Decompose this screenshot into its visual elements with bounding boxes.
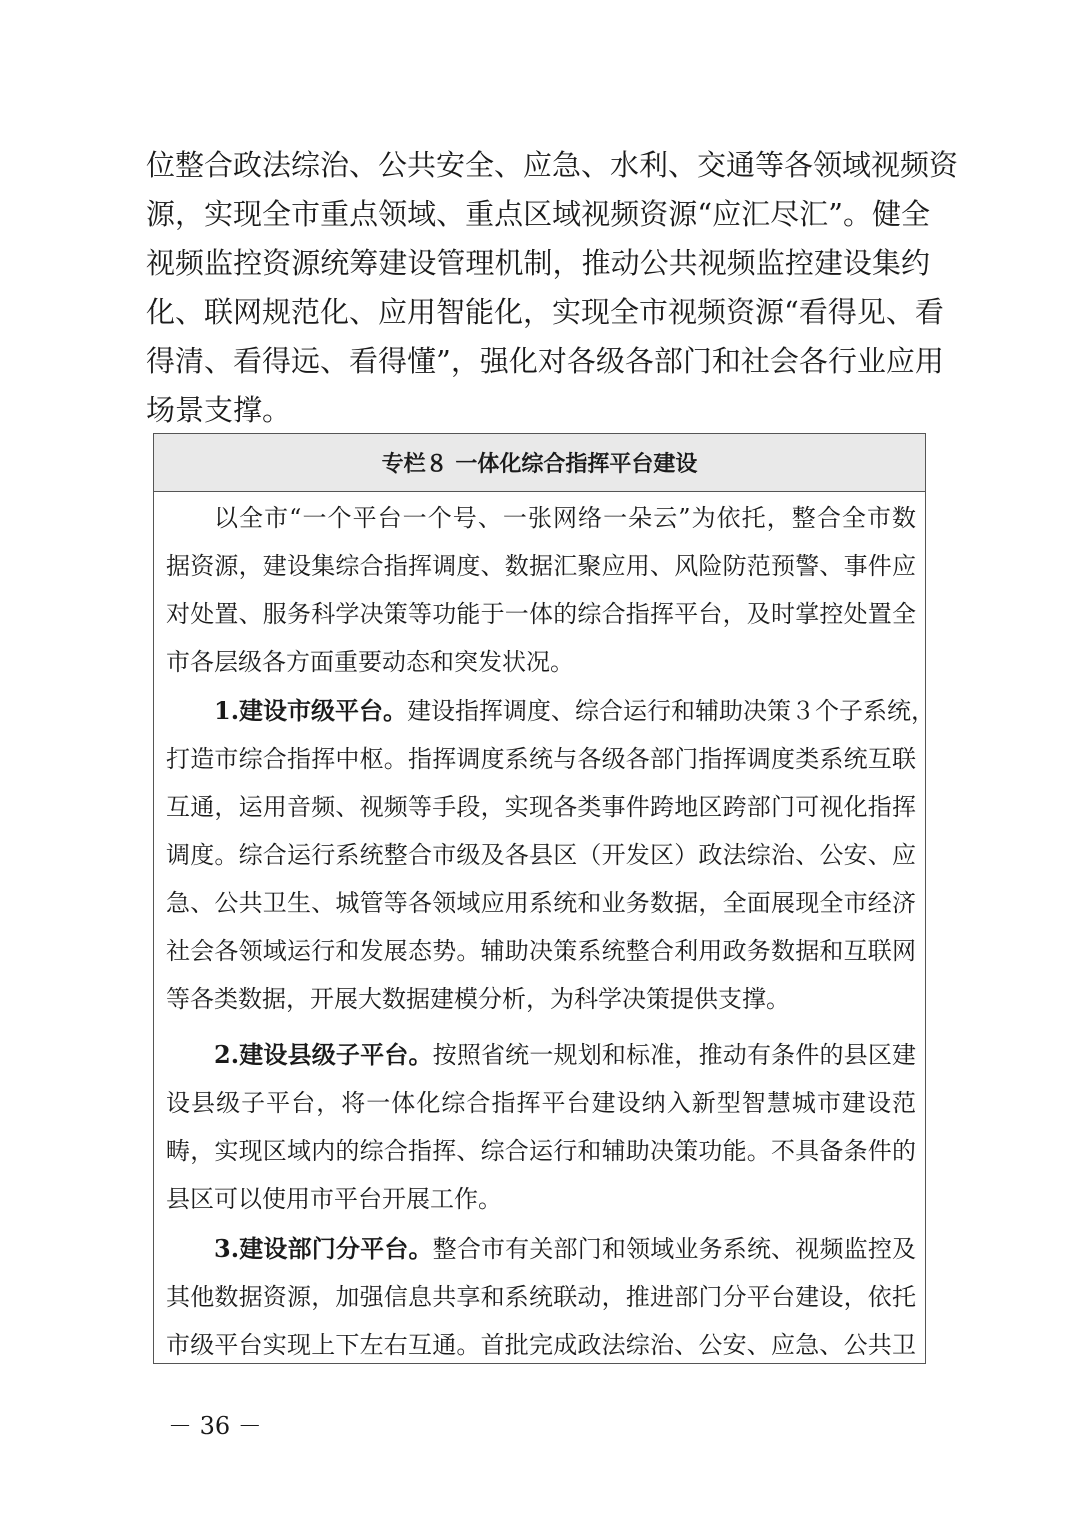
item-heading: 1.建设市级平台。 [214,696,408,725]
text-line: 等各类数据，开展大数据建模分析，为科学决策提供支撑。 [166,985,790,1013]
body-paragraph [146,141,959,435]
text-span: 按照省统一规划和标准，推动有条件的县区建 [432,1041,917,1069]
text-line: 得清、看得远、看得懂”，强化对各级各部门和社会各行业应用 [146,344,944,378]
text-line: 打造市综合指挥中枢。指挥调度系统与各级各部门指挥调度类系统互联 [166,745,916,773]
text-line [166,1225,916,1273]
text-line: 场景支撑。 [146,393,292,427]
page-number: － 36 － [168,1412,262,1440]
text-line: 调度。综合运行系统整合市级及各县区（开发区）政法综治、公安、应 [166,841,916,869]
column-box [153,433,936,1364]
text-line: 市各层级各方面重要动态和突发状况。 [166,648,574,676]
text-line: 互通，运用音频、视频等手段，实现各类事件跨地区跨部门可视化指挥 [166,793,916,821]
text-line: 设县级子平台，将一体化综合指挥平台建设纳入新型智慧城市建设范 [166,1089,916,1117]
text-line: 急、公共卫生、城管等各领域应用系统和业务数据，全面展现全市经济 [166,889,916,917]
text-line: 位整合政法综治、公共安全、应急、水利、交通等各领域视频资 [146,148,959,182]
text-line: 市级平台实现上下左右互通。首批完成政法综治、公安、应急、公共卫 [166,1331,916,1359]
item-3-paragraph [166,1225,916,1369]
text-line: 社会各领域运行和发展态势。辅助决策系统整合利用政务数据和互联网 [166,937,916,965]
text-line: 据资源，建设集综合指挥调度、数据汇聚应用、风险防范预警、事件应 [166,552,916,580]
item-heading: 3.建设部门分平台。 [214,1234,433,1263]
column-box-title: 专栏８ 一体化综合指挥平台建设 [154,434,925,492]
text-span: 建设指挥调度、综合运行和辅助决策３个子系统， [407,697,936,725]
text-span: 整合市有关部门和领域业务系统、视频监控及 [432,1235,917,1263]
text-line: 以全市“一个平台一个号、一张网络一朵云”为依托，整合全市数 [214,504,916,532]
text-line: 视频监控资源统筹建设管理机制，推动公共视频监控建设集约 [146,246,930,280]
intro-paragraph [166,494,916,686]
text-line: 化、联网规范化、应用智能化，实现全市视频资源“看得见、看 [146,295,944,329]
text-line: 畴，实现区域内的综合指挥、综合运行和辅助决策功能。不具备条件的 [166,1137,916,1165]
text-line: 对处置、服务科学决策等功能于一体的综合指挥平台，及时掌控处置全 [166,600,916,628]
text-line: 源，实现全市重点领域、重点区域视频资源“应汇尽汇”。健全 [146,197,930,231]
item-heading: 2.建设县级子平台。 [214,1040,433,1069]
text-line: 其他数据资源，加强信息共享和系统联动，推进部门分平台建设，依托 [166,1283,916,1311]
item-2-paragraph [166,1031,916,1223]
text-line [166,1031,916,1079]
item-1-paragraph [166,687,936,1023]
text-line: 县区可以使用市平台开展工作。 [166,1185,502,1213]
text-line [166,687,936,735]
